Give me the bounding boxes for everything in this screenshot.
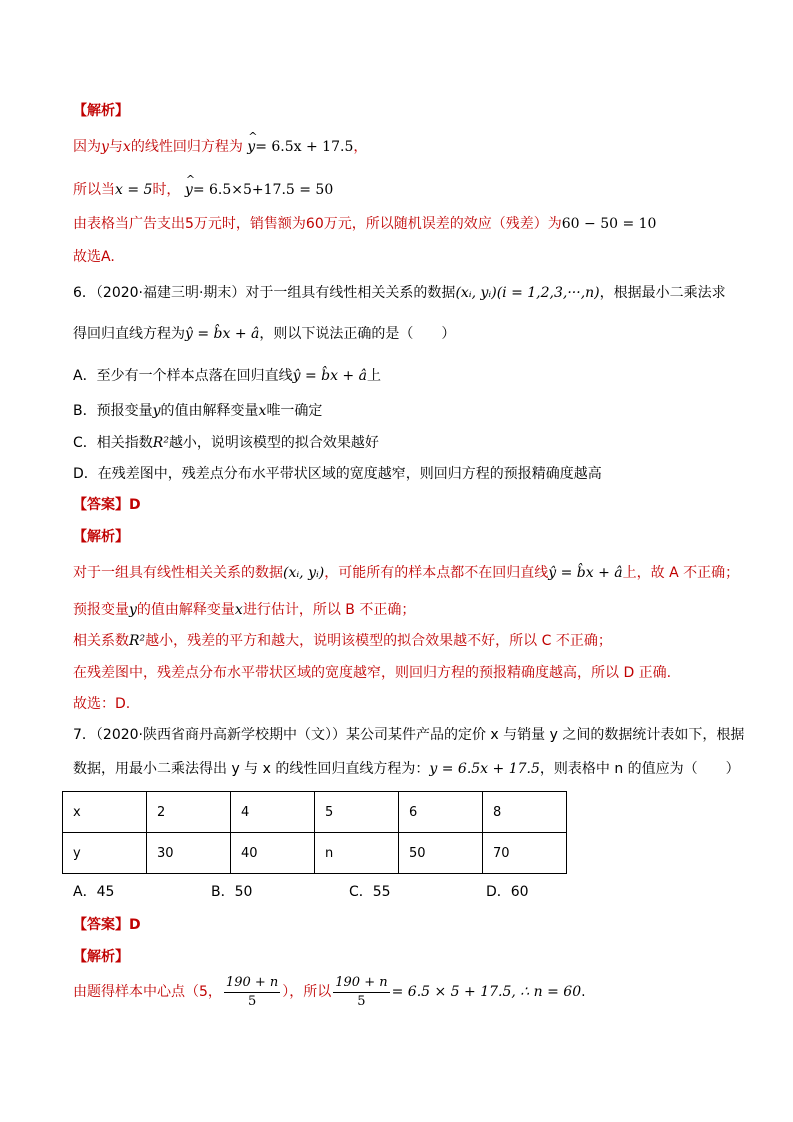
fraction-numerator: 190 + n [224, 974, 280, 993]
q6-option-c [73, 433, 379, 453]
table-row [63, 792, 567, 833]
table-cell: n [315, 833, 399, 874]
y-hat: ^ y [184, 173, 196, 198]
text: 越小，说明该模型的拟合效果越好 [168, 435, 379, 451]
text: 由题得样本中心点（5， [73, 984, 222, 1000]
choice-a: A．45 [73, 884, 115, 900]
text: 5 [185, 216, 194, 232]
fraction [224, 974, 280, 1011]
text: 由表格当广告支出 [73, 216, 185, 232]
text: 进行估计，所以 B 不正确； [242, 602, 416, 618]
q5-analysis-tag: 【解析】 [73, 103, 129, 119]
q6-option-b [73, 401, 322, 421]
table-cell: 4 [231, 792, 315, 833]
text: ， [353, 139, 368, 155]
text: 时， [152, 182, 181, 198]
q5-choose: 故选A. [73, 249, 115, 265]
text: 上，故 A 不正确； [622, 565, 740, 581]
regression-equation: ŷ = b̂x + â [548, 565, 623, 581]
q5-analysis-line1 [73, 130, 368, 157]
table-cell: 8 [483, 792, 567, 833]
text: 与 [108, 139, 123, 155]
data-notation: (xᵢ, yᵢ) [283, 565, 325, 581]
table-cell: 5 [315, 792, 399, 833]
q6-stem-line1 [73, 283, 726, 303]
text: 万元，所以随机误差的效应（残差）为 [323, 216, 562, 232]
regression-equation: ŷ = b̂x + â [185, 326, 260, 342]
q6-analysis-line3 [73, 631, 612, 651]
fraction [333, 974, 389, 1011]
q6-analysis-line4: 在残差图中，残差点分布水平带状区域的宽度越窄，则回归方程的预报精确度越高，所以 D 正确. [73, 665, 672, 681]
table-cell: 50 [399, 833, 483, 874]
q6-answer-tag: 【答案】D [73, 497, 141, 513]
text: 的值由解释变量 [160, 403, 259, 419]
q6-option-d: D．在残差图中，残差点分布水平带状区域的宽度越窄，则回归方程的预报精确度越高 [73, 466, 602, 482]
fraction-denominator: 5 [357, 993, 366, 1009]
y-hat: ^ y [247, 130, 258, 155]
text: 因为 [73, 139, 101, 155]
text: 唯一确定 [266, 403, 323, 419]
q5-analysis-line2 [73, 173, 334, 200]
var-x: x [234, 602, 243, 618]
q7-answer-tag: 【答案】D [73, 917, 141, 933]
regression-equation: = 6.5x + 17.5 [255, 139, 354, 155]
q7-analysis-line [73, 972, 586, 1012]
text: 所以当 [73, 182, 115, 198]
text: 6．（2020·福建三明·期末）对于一组具有线性相关关系的数据 [73, 285, 456, 301]
fraction-numerator: 190 + n [333, 974, 389, 993]
var-x: x [122, 139, 131, 155]
text: ，则以下说法正确的是（ ） [259, 326, 456, 342]
r-squared: R² [152, 435, 169, 451]
table-cell: 6 [399, 792, 483, 833]
q6-option-a [73, 366, 381, 386]
text: ，则表格中 n 的值应为（ ） [539, 761, 740, 777]
text: 相关系数 [73, 633, 129, 649]
r-squared: R² [129, 633, 146, 649]
condition: x = 5 [115, 182, 153, 198]
table-cell: 70 [483, 833, 567, 874]
q6-analysis-line1 [73, 563, 739, 583]
text: 预报变量 [73, 602, 129, 618]
text: 的值由解释变量 [136, 602, 235, 618]
residual-equation: 60 − 50 = 10 [561, 216, 657, 232]
q6-choose: 故选：D. [73, 696, 131, 712]
q6-analysis-tag: 【解析】 [73, 529, 129, 545]
var-y: y [152, 403, 161, 419]
regression-equation: y = 6.5x + 17.5 [429, 761, 540, 777]
text: 数据，用最小二乘法得出 y 与 x 的线性回归直线方程为： [73, 761, 430, 777]
text: 对于一组具有线性相关关系的数据 [73, 565, 283, 581]
text: 60 [305, 216, 324, 232]
text: 越小，残差的平方和越大，说明该模型的拟合效果越不好，所以 C 不正确； [145, 633, 612, 649]
text: 的线性回归方程为 [130, 139, 243, 155]
data-table [62, 791, 567, 874]
data-notation: (xᵢ, yᵢ)(i = 1,2,3,···,n) [455, 285, 600, 301]
q7-stem-line1: 7．（2020·陕西省商丹高新学校期中（文））某公司某件产品的定价 x 与销量 y 之间的数据统计表如下，根据 [73, 727, 745, 743]
choice-b: B．50 [211, 884, 253, 900]
var-x: x [258, 403, 267, 419]
q7-analysis-tag: 【解析】 [73, 949, 129, 965]
table-cell: y [63, 833, 147, 874]
choice-d: D．60 [486, 884, 529, 900]
table-cell: 2 [147, 792, 231, 833]
text: ，根据最小二乘法求 [599, 285, 726, 301]
table-cell: 30 [147, 833, 231, 874]
table-cell: 40 [231, 833, 315, 874]
text: B．预报变量 [73, 403, 153, 419]
text: ，可能所有的样本点都不在回归直线 [324, 565, 549, 581]
regression-equation: ŷ = b̂x + â [292, 368, 367, 384]
q6-stem-line2 [73, 324, 455, 344]
q7-stem-line2 [73, 759, 740, 779]
text: 万元时，销售额为 [193, 216, 306, 232]
text: ），所以 [282, 984, 332, 1000]
fraction-denominator: 5 [247, 993, 257, 1009]
var-y: y [101, 139, 109, 155]
q6-analysis-line2 [73, 600, 415, 620]
q5-analysis-line3 [73, 214, 656, 234]
table-row [63, 833, 567, 874]
text: 得回归直线方程为 [73, 326, 185, 342]
text: . [581, 984, 586, 1000]
table-cell: x [63, 792, 147, 833]
text: 上 [366, 368, 381, 384]
text: C．相关指数 [73, 435, 153, 451]
choice-c: C．55 [349, 884, 391, 900]
text: A．至少有一个样本点落在回归直线 [73, 368, 293, 384]
solution-equation: = 6.5 × 5 + 17.5, ∴ n = 60 [391, 984, 582, 1000]
var-y: y [129, 602, 137, 618]
calc-equation: = 6.5×5+17.5 = 50 [192, 182, 334, 198]
